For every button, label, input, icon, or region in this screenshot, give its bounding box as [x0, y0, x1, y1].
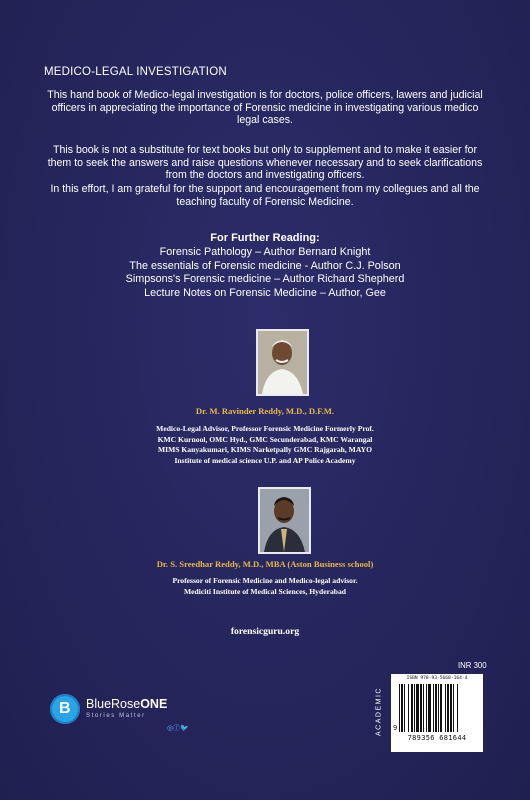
isbn-leading-digit: 9 [393, 724, 398, 732]
bio-line: Professor of Forensic Medicine and Medico-legal advisor. [172, 576, 358, 585]
description-paragraph-1: This hand book of Medico-legal investigation is for doctors, police officers, lawers and judicial officers in appreciating the importance of Forensic medicine in investigating various medico legal cases. [47, 89, 483, 127]
category-label [374, 683, 384, 743]
reading-item: Lecture Notes on Forensic Medicine – Author, Gee [144, 286, 386, 299]
website-link[interactable]: forensicguru.org [230, 626, 300, 637]
reading-item: Simpsons's Forensic medicine – Author Richard Shepherd [125, 273, 405, 286]
publisher-name-bold: ONE [140, 697, 168, 711]
publisher-tagline: Stories Matter [86, 713, 146, 719]
further-reading-list [0, 246, 530, 300]
isbn-text: ISBN 978-93-5668-164-4 [406, 676, 468, 681]
bio-line: Mediciti Institute of Medical Sciences, Hyderabad [184, 586, 346, 596]
author-bio-1 [0, 424, 530, 466]
author-name-1: Dr. M. Ravinder Reddy, M.D., D.F.M. [195, 406, 335, 416]
publisher-name-regular: BlueRose [86, 697, 141, 711]
further-reading-title: For Further Reading: [210, 232, 320, 244]
author-portrait-1 [258, 331, 307, 394]
social-media-icons: ◎ⓕ🐦 [167, 725, 189, 732]
bio-line: Institute of medical science U.P. and AP Police Academy [174, 455, 356, 465]
isbn-number: 789356 681644 [407, 734, 467, 742]
publisher-url[interactable]: www.BlueRoseOne.com [407, 744, 467, 750]
reading-item: Forensic Pathology – Author Bernard Knight [159, 246, 371, 258]
logo-letter: B [59, 700, 71, 717]
isbn-barcode [391, 674, 483, 752]
price-label: INR 300 [458, 661, 487, 670]
publisher-name [86, 697, 167, 711]
description-paragraph-3: In this effort, I am grateful for the support and encouragement from my collegues and all the teaching faculty of Forensic Medicine. [50, 183, 480, 208]
category-text: ACADEMIC [375, 687, 383, 736]
author-photo-1 [256, 329, 309, 396]
bio-line: MIMS Kanyakumari, KIMS Narketpally GMC Rajgarah, MAYO [157, 445, 373, 455]
author-name-2: Dr. S. Sreedhar Reddy, M.D., MBA (Aston Business school) [156, 559, 374, 569]
author-bio-2 [0, 576, 530, 597]
bio-line: KMC Kurnool, OMC Hyd., GMC Secunderabad, KMC Warangal [157, 434, 373, 444]
book-heading: MEDICO-LEGAL INVESTIGATION [44, 66, 227, 78]
bio-line: Medico-Legal Advisor, Professor Forensic Medicine Formerly Prof. [156, 424, 374, 433]
author-photo-2 [258, 487, 311, 554]
barcode-bars-icon [399, 684, 479, 732]
description-paragraph-2: This book is not a substitute for text books but only to supplement and to make it easier for them to seek the answers and raise questions whenever necessary and to seek clarifications from the doctors and investigating officers. [47, 144, 483, 182]
reading-item: The essentials of Forensic medicine - Author C.J. Polson [129, 259, 401, 272]
author-portrait-2 [260, 489, 309, 552]
